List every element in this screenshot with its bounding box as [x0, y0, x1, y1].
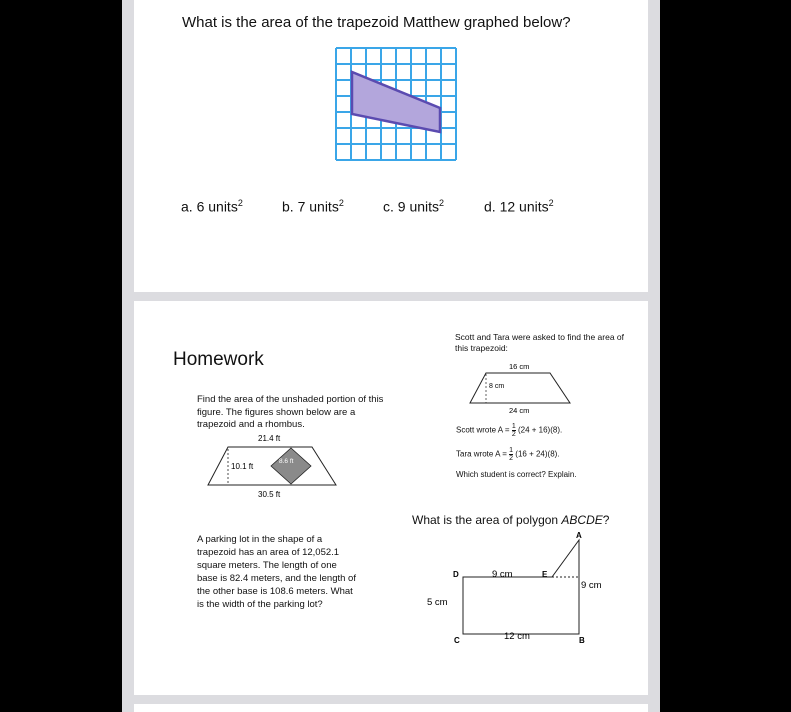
trapezoid-rhombus-figure [200, 431, 350, 501]
p2-question: Which student is correct? Explain. [456, 470, 577, 479]
p1-rhombus-label: 8.6 ft [279, 458, 294, 465]
problem1-text: Find the area of the unshaded portion of this figure. The figures shown below are a trapezoid and a rhombus. [197, 394, 384, 430]
scott-formula: Scott wrote A = $\frac{1}{2}$ (24 + 16)(8). [456, 423, 563, 438]
problem3-text: A parking lot in the shape of a trapezoid has an area of 12,052.1 square meters. The length of one base is 82.4 meters, and the length of the other base is 108.6 meters. What is the width of the parking lot? [197, 534, 356, 610]
p1-bottom-base-label: 30.5 ft [258, 490, 281, 499]
p2-bottom-base-label: 24 cm [509, 406, 530, 415]
height-right-label: 9 cm [581, 580, 602, 591]
p1-height-label: 10.1 ft [231, 462, 254, 471]
choice-b[interactable]: b. 7 units$^2$ [282, 198, 344, 215]
p2-top-base-label: 16 cm [509, 362, 530, 371]
vertex-c: C [454, 636, 460, 645]
choice-a[interactable]: a. 6 units$^2$ [181, 198, 243, 215]
slide-3 [134, 704, 648, 712]
tara-formula: Tara wrote A = $\frac{1}{2}$ (16 + 24)(8). [456, 447, 560, 462]
bottom-label: 12 cm [504, 631, 530, 642]
polygon-abcde-figure [424, 527, 624, 647]
p2-height-label: 8 cm [489, 383, 505, 390]
slide-2 [134, 301, 648, 695]
p2-trapezoid [470, 373, 570, 403]
vertex-a: A [576, 531, 582, 540]
choice-c[interactable]: c. 9 units$^2$ [383, 198, 445, 215]
trapezoid-grid-graph [334, 46, 458, 162]
slide-1 [134, 0, 648, 292]
p1-top-base-label: 21.4 ft [258, 434, 281, 443]
left-side-label: 5 cm [427, 597, 448, 608]
scott-tara-trapezoid [464, 359, 574, 417]
de-length-label: 9 cm [492, 569, 513, 580]
problem4-question: What is the area of polygon ABCDE? [412, 513, 610, 527]
vertex-e: E [542, 570, 548, 579]
vertex-d: D [453, 570, 459, 579]
homework-heading: Homework [173, 349, 264, 370]
choice-d[interactable]: d. 12 units$^2$ [484, 198, 554, 215]
polygon-abcde [463, 540, 579, 634]
problem2-text: Scott and Tara were asked to find the area of this trapezoid: [455, 332, 625, 353]
question-text: What is the area of the trapezoid Matthew graphed below? [182, 14, 571, 31]
vertex-b: B [579, 636, 585, 645]
